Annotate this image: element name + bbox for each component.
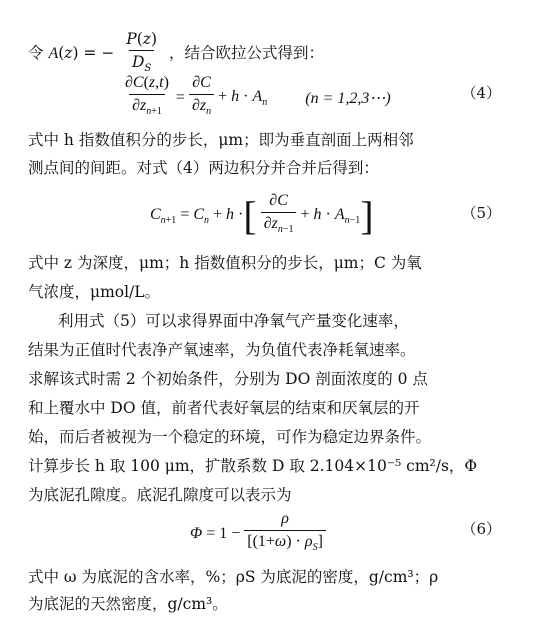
text-line-12: 始，而后者被视为一个稳定的环境，可作为稳定边界条件。 (28, 428, 432, 446)
equation-5: $C_{n+1} = C_n + h$ · [ $\frac{\partial C}{\partial z_{n-1}}$ + $h \cdot A_{n-1}$ ] (150, 190, 374, 241)
text-line-13: 计算步长 h 取 100 μm，扩散系数 D 取 2.104×10⁻⁵ cm²/s，Φ (28, 457, 478, 475)
text-line-10: 求解该式时需 2 个初始条件，分别为 DO 剖面浓度的 0 点 (28, 370, 428, 388)
text-line-6: 式中 z 为深度，μm；h 指数值积分的步长，μm；C 为氧 (28, 254, 422, 272)
text-line-9: 结果为正值时代表净产氧速率，为负值代表净耗氧速率。 (28, 341, 416, 359)
text-line-11: 和上覆水中 DO 值，前者代表好氧层的结束和厌氧层的开 (28, 399, 420, 417)
equation-6-number: （6） (461, 520, 501, 538)
equation-5-number: （5） (461, 204, 501, 222)
text-line-16: 式中 ω 为底泥的含水率，%；ρS 为底泥的密度，g/cm³；ρ (28, 568, 439, 586)
text-line-4: 测点间的间距。对式（4）两边积分并合并后得到： (28, 159, 379, 177)
equation-4: $\frac{\partial C(z,t)}{\partial z_{n+1}}$ = $\frac{\partial C}{\partial z_n}$ + $h \cdot A_n$ (n = 1,2,3⋯) (118, 72, 391, 123)
text-line-7: 气浓度，μmol/L。 (28, 283, 161, 301)
fraction-p-over-d: $\frac{P(z)}{D_S}$ (123, 28, 160, 80)
equation-4-number: （4） (461, 84, 501, 102)
text-line-14: 为底泥孔隙度。底泥孔隙度可以表示为 (28, 486, 292, 504)
eq4-condition: (n = 1,2,3⋯) (305, 89, 391, 107)
text-line-17: 为底泥的天然密度，g/cm³。 (28, 595, 228, 613)
text-line-8: 利用式（5）可以求得界面中净氧气产量变化速率， (58, 312, 409, 330)
text-line-1: 令 A(z) = − $\frac{P(z)}{D_S}$ ，结合欧拉公式得到： (28, 28, 324, 80)
text-line-3: 式中 h 指数值积分的步长，μm；即为垂直剖面上两相邻 (28, 131, 414, 149)
equation-6: Φ = 1 − $\frac{\rho}{[(1+\omega) \cdot \rho_S]}$ (190, 508, 330, 559)
